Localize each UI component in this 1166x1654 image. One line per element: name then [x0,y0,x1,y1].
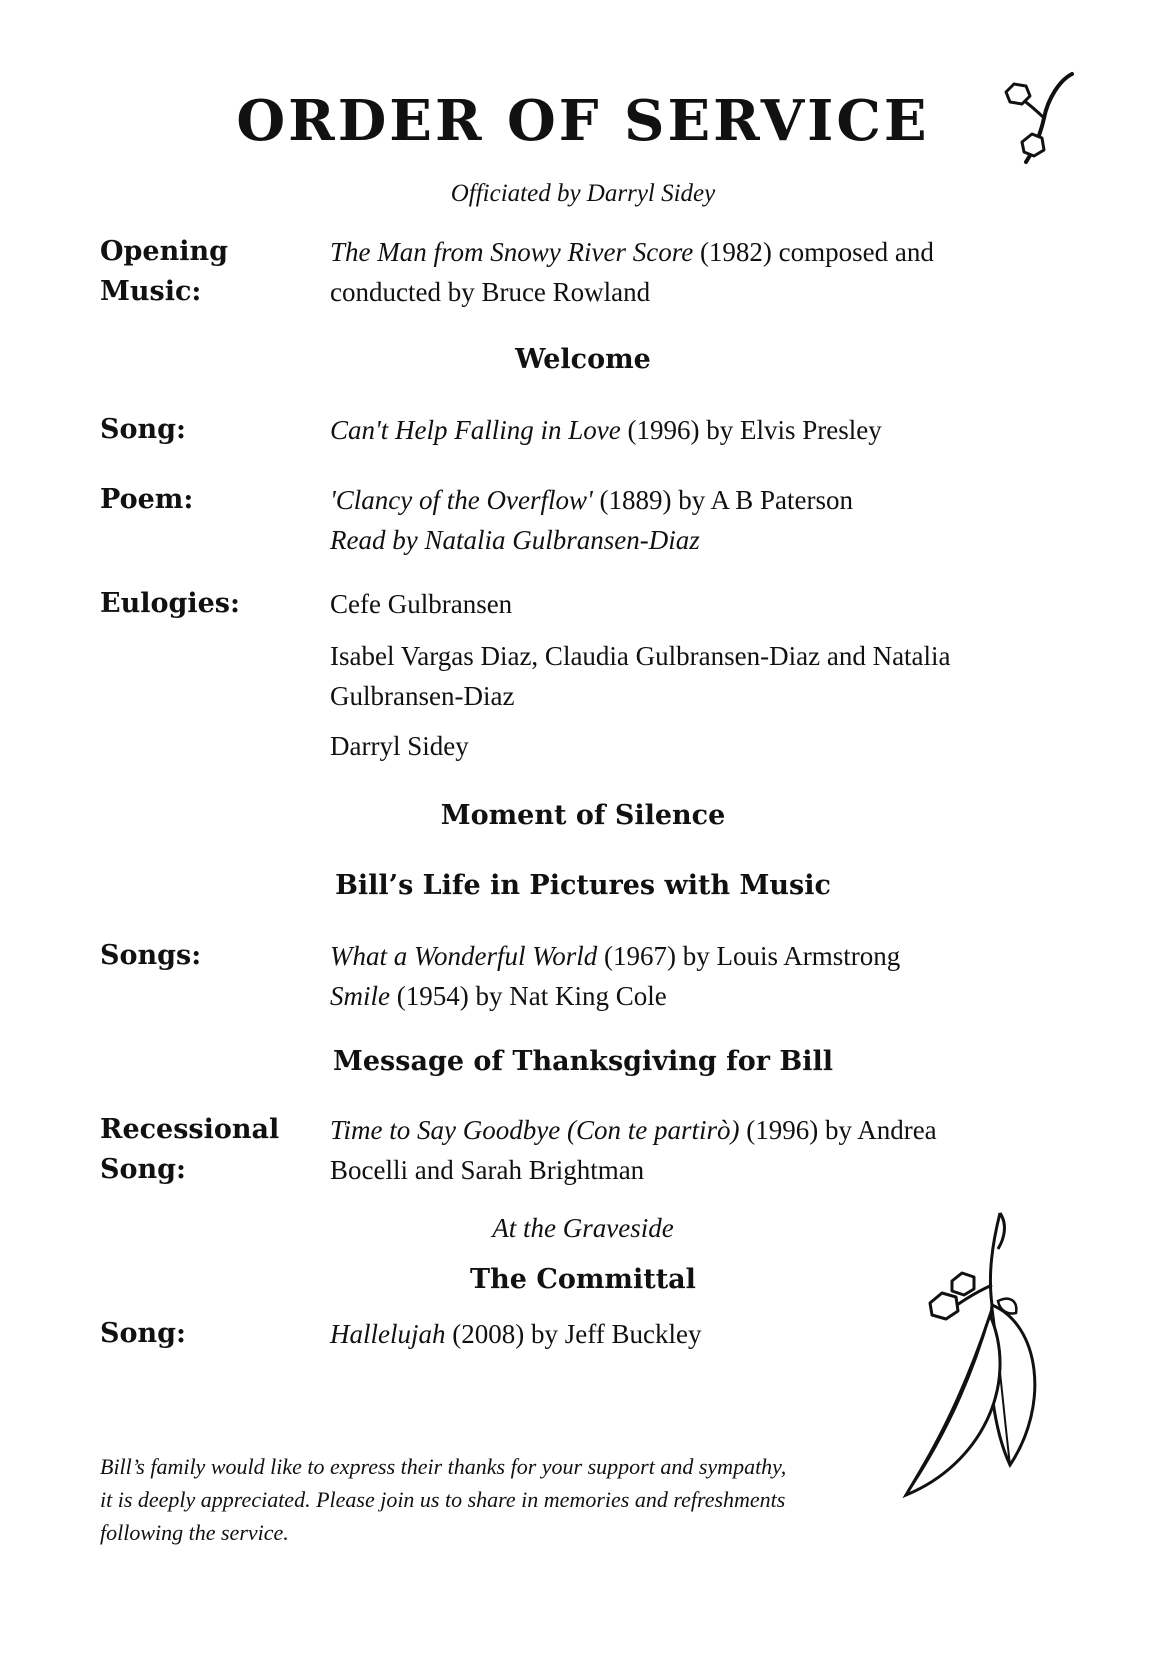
recessional-label [100,1110,320,1190]
poem-detail: (1889) by A B Paterson [599,485,853,515]
song-detail: (1996) by Elvis Presley [627,415,882,445]
song-label: Song: [100,414,186,445]
closing-note-line3: following the service. [100,1520,289,1545]
thanksgiving-heading: Message of Thanksgiving for Bill [332,1046,834,1077]
officiant-line: Officiated by Darryl Sidey [450,180,716,207]
eucalyptus-leaves-icon [900,1205,1100,1515]
eulogies-label: Eulogies: [100,588,240,619]
recessional-label-line1: Recessional [100,1114,280,1145]
songs-entry [330,936,1100,1016]
songs-work-1: What a Wonderful World [330,941,598,971]
recessional-work: Time to Say Goodbye (Con te partirò) [330,1115,740,1145]
welcome-heading: Welcome [515,344,651,375]
final-song-label: Song: [100,1318,186,1349]
closing-note-line2: it is deeply appreciated. Please join us to share in memories and refreshments [100,1487,786,1512]
final-song-work: Hallelujah [330,1319,446,1349]
recessional-detail: (1996) by Andrea [746,1115,937,1145]
graveside-subheading: At the Graveside [492,1213,674,1243]
gum-nut-sprig-icon [1000,70,1080,170]
closing-note [100,1450,900,1549]
opening-music-label [100,232,320,312]
opening-music-entry [330,232,1100,312]
songs-work-2: Smile [330,981,390,1011]
opening-music-detail: (1982) composed and [699,237,934,267]
opening-music-label-line2: Music: [100,276,202,307]
opening-music-work: The Man from Snowy River Score [330,237,694,267]
eulogy-speaker-2-line2: Gulbransen-Diaz [330,681,515,711]
opening-music-line2: conducted by Bruce Rowland [330,277,651,307]
eulogy-speaker-2-line1: Isabel Vargas Diaz, Claudia Gulbransen-Diaz and Natalia [330,641,951,671]
final-song-detail: (2008) by Jeff Buckley [452,1319,702,1349]
songs-detail-2: (1954) by Nat King Cole [396,981,667,1011]
poem-work: 'Clancy of the Overflow' [330,485,593,515]
poem-entry [330,480,1100,560]
songs-label: Songs: [100,940,202,971]
page-title: ORDER OF SERVICE [236,88,930,154]
life-in-pictures-heading: Bill’s Life in Pictures with Music [335,870,831,901]
recessional-label-line2: Song: [100,1154,186,1185]
eulogy-speaker-2 [330,636,1100,716]
poem-reader: Read by Natalia Gulbransen-Diaz [330,525,700,555]
recessional-line2: Bocelli and Sarah Brightman [330,1155,645,1185]
song-work: Can't Help Falling in Love [330,415,621,445]
song-entry [330,410,1100,450]
eulogy-speaker-3: Darryl Sidey [330,731,469,761]
songs-detail-1: (1967) by Louis Armstrong [604,941,901,971]
recessional-entry [330,1110,1100,1190]
poem-label: Poem: [100,484,194,515]
eulogy-speaker-1: Cefe Gulbransen [330,589,513,619]
committal-heading: The Committal [470,1264,696,1295]
closing-note-line1: Bill’s family would like to express their thanks for your support and sympathy, [100,1454,787,1479]
moment-of-silence-heading: Moment of Silence [440,800,726,831]
opening-music-label-line1: Opening [100,236,228,267]
